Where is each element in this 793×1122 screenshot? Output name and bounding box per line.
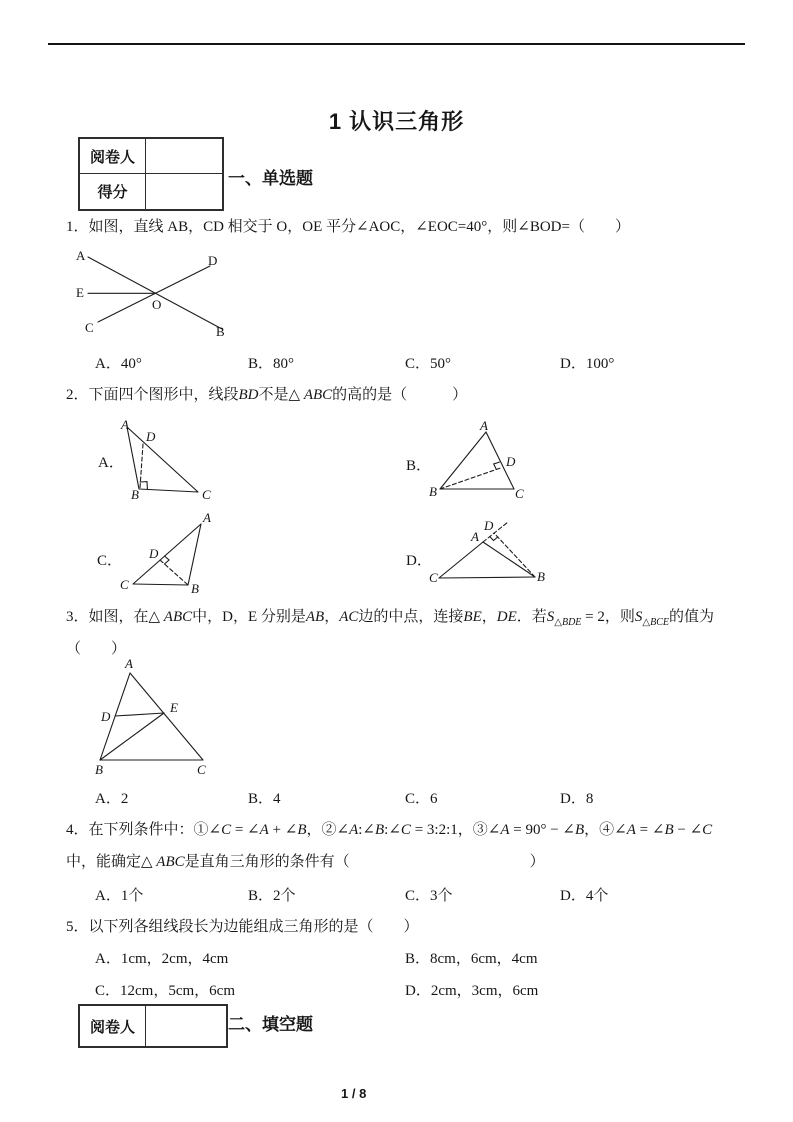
vertex-label-d: D (101, 709, 111, 724)
vertex-label-d: D (484, 518, 494, 533)
q2c-right-angle-mark (165, 556, 170, 564)
q2d-edge-cb (439, 577, 535, 578)
section-title-single-choice: 一、单选题 (228, 169, 313, 188)
q3-edge-ac (130, 673, 203, 760)
q2-figure-d (428, 513, 550, 591)
reviewer-blank-cell-2 (146, 1006, 226, 1046)
q2d-right-angle-mark (490, 537, 498, 541)
section-title-fill-blank: 二、填空题 (228, 1015, 313, 1034)
q2a-right-angle-mark (140, 482, 147, 489)
vertex-label-c: C (197, 762, 206, 777)
q2b-edge-ab (440, 432, 486, 489)
q2-figure-c (108, 510, 214, 597)
page-title: 1 认识三角形 (328, 109, 465, 134)
q1-options (95, 352, 755, 372)
q1-option-b: B．80° (248, 356, 295, 372)
q2-panel-d-label: D． (406, 553, 432, 569)
vertex-label-a: A (480, 418, 488, 433)
vertex-label-b: B (191, 581, 199, 596)
q4-options (95, 884, 755, 904)
q3-option-c: C．6 (405, 791, 438, 807)
q5-option-a: A．1cm，2cm，4cm (95, 951, 229, 967)
q5-option-b: B．8cm，6cm，4cm (405, 951, 538, 967)
vertex-label-c: C (429, 570, 438, 585)
q2-figure-b (428, 420, 530, 500)
q5-option-c: C．12cm，5cm，6cm (95, 983, 235, 999)
q2d-dashed-bd (494, 533, 535, 577)
q2c-edge-ca (133, 524, 201, 584)
score-label: 得分 (80, 174, 146, 209)
vertex-label-a: A (125, 656, 133, 671)
q1-stem: 1．如图，直线 AB，CD 相交于 O，OE 平分∠AOC，∠EOC=40°，则∠BOD=（ ） (66, 219, 630, 235)
q2-panel-b-label: B． (406, 458, 432, 474)
q1-option-a: A．40° (95, 356, 142, 372)
q4-option-b: B．2个 (248, 888, 296, 904)
vertex-label-d: D (208, 253, 218, 268)
q5-option-d: D．2cm，3cm，6cm (405, 983, 539, 999)
q1-figure (68, 243, 243, 343)
q4-option-a: A．1个 (95, 888, 144, 904)
vertex-label-b: B (95, 762, 103, 777)
q4-option-d: D．4个 (560, 888, 609, 904)
q3-stem-line2: （ ） (66, 641, 127, 657)
q1-option-d: D．100° (560, 356, 615, 372)
q4-option-c: C．3个 (405, 888, 453, 904)
q2c-edge-cb (133, 584, 188, 585)
reviewer-label: 阅卷人 (80, 139, 146, 174)
top-rule (48, 43, 745, 45)
q2-panel-a-label: A． (98, 455, 124, 471)
vertex-label-a: A (76, 248, 86, 263)
q4-stem-line1: 4．在下列条件中：①∠C = ∠A + ∠B，②∠A:∠B:∠C = 3:2:1，③∠A = 90° − ∠B，④∠A = ∠B − ∠C (66, 822, 713, 838)
q3-segment-de (115, 713, 164, 716)
vertex-label-a: A (471, 529, 479, 544)
vertex-label-a: A (203, 510, 211, 525)
vertex-label-d: D (149, 546, 159, 561)
vertex-label-d: D (506, 454, 516, 469)
q2a-edge-bc (139, 489, 198, 492)
grader-box-2 (78, 1004, 228, 1048)
q2-stem: 2．下面四个图形中，线段BD不是△ ABC的高的是（ ） (66, 387, 468, 403)
q2d-edge-ab (483, 542, 535, 577)
page-number: 1 / 8 (341, 1086, 367, 1101)
vertex-label-b: B (131, 487, 139, 502)
q2-figure-a (113, 418, 215, 503)
vertex-label-c: C (202, 487, 211, 502)
vertex-label-c: C (515, 486, 524, 501)
vertex-label-d: D (146, 429, 156, 444)
q3-option-a: A．2 (95, 791, 129, 807)
q2-panel-c-label: C． (97, 553, 123, 569)
vertex-label-c: C (85, 320, 94, 335)
grader-score-box (78, 137, 224, 211)
q2d-edge-ca (439, 542, 483, 578)
vertex-label-b: B (429, 484, 437, 499)
vertex-label-b: B (216, 324, 225, 339)
q5-stem: 5．以下列各组线段长为边能组成三角形的是（ ） (66, 919, 419, 935)
vertex-label-e: E (170, 700, 178, 715)
q1-option-c: C．50° (405, 356, 452, 372)
vertex-label-c: C (120, 577, 129, 592)
reviewer-label-2: 阅卷人 (80, 1006, 146, 1046)
q3-figure (88, 658, 216, 780)
reviewer-blank-cell (146, 139, 222, 174)
q5-options-row2 (95, 979, 755, 999)
q3-options (95, 787, 755, 807)
q3-option-b: B．4 (248, 791, 281, 807)
q3-stem-line1: 3．如图，在△ ABC中，D，E 分别是AB，AC边的中点，连接BE，DE．若$S_{\triangle BDE} = 2$，则$S_{\triangle BCE}$的值为 (66, 609, 714, 628)
q5-options-row1 (95, 947, 755, 967)
q4-stem-line2: 中，能确定△ ABC是直角三角形的条件有（ ） (66, 854, 545, 870)
vertex-label-b: B (537, 569, 545, 584)
vertex-label-a: A (121, 417, 129, 432)
score-blank-cell (146, 174, 222, 209)
vertex-label-e: E (76, 285, 84, 300)
vertex-label-o: O (152, 297, 162, 312)
q3-option-d: D．8 (560, 791, 594, 807)
